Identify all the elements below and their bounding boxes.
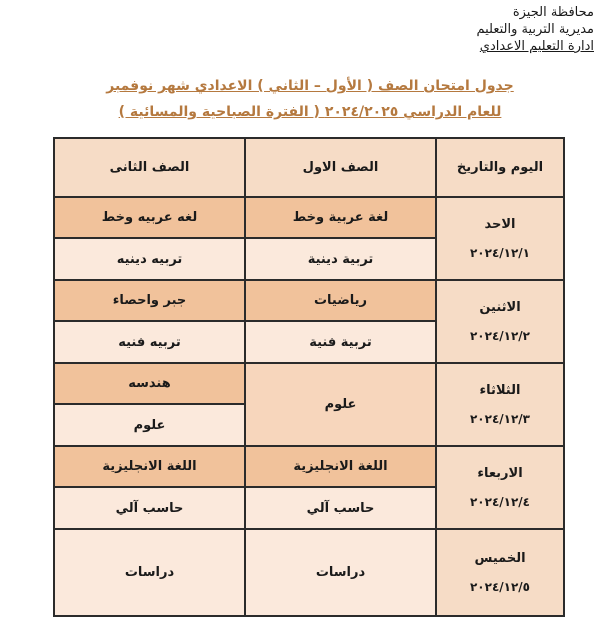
- day-date: ٢٠٢٤/١٢/٣: [469, 411, 531, 426]
- subject-cell: هندسه: [54, 363, 245, 405]
- day-cell: [436, 446, 564, 529]
- subject-cell: جبر واحصاء: [54, 280, 245, 322]
- administration-name: ادارة التعليم الاعدادي: [479, 39, 594, 54]
- subject-cell: اللغة الانجليزية: [54, 446, 245, 488]
- day-cell: [436, 363, 564, 446]
- subject-cell: لغه عربيه وخط: [54, 197, 245, 239]
- day-name: الاربعاء: [477, 465, 523, 481]
- subject-cell: علوم: [54, 404, 245, 446]
- day-name: الثلاثاء: [479, 382, 521, 398]
- subject-cell: اللغة الانجليزية: [245, 446, 436, 488]
- subject-cell: رياضيات: [245, 280, 436, 322]
- header-day-date: اليوم والتاريخ: [436, 138, 564, 197]
- subject-cell: دراسات: [54, 529, 245, 616]
- subject-cell: تربيه دينيه: [54, 238, 245, 280]
- exam-schedule-table: [53, 137, 565, 617]
- subject-cell: تربية فنية: [245, 321, 436, 363]
- schedule-subtitle: للعام الدراسي ٢٠٢٤/٢٠٢٥ ( الفترة الصباحية والمسائية ): [118, 104, 502, 120]
- day-name: الاثنين: [479, 299, 521, 315]
- header-grade1: الصف الاول: [245, 138, 436, 197]
- day-date: ٢٠٢٤/١٢/٢: [469, 328, 531, 343]
- day-date: ٢٠٢٤/١٢/٤: [469, 494, 531, 509]
- subject-cell: حاسب آلي: [245, 487, 436, 529]
- day-cell: [436, 197, 564, 280]
- table-row: [54, 280, 564, 322]
- day-name: الاحد: [484, 216, 516, 232]
- day-date: ٢٠٢٤/١٢/٥: [469, 579, 531, 594]
- day-cell: [436, 280, 564, 363]
- subject-cell: تربيه فنيه: [54, 321, 245, 363]
- table-row: [54, 363, 564, 405]
- table-header-row: [54, 138, 564, 197]
- schedule-title: جدول امتحان الصف ( الأول – الثاني ) الاعدادي شهر نوفمبر: [106, 78, 514, 94]
- day-cell: [436, 529, 564, 616]
- table-row: [54, 446, 564, 488]
- subject-cell: لغة عربية وخط: [245, 197, 436, 239]
- subject-cell: علوم: [245, 363, 436, 446]
- subject-cell: تربية دينية: [245, 238, 436, 280]
- table-row: [54, 529, 564, 616]
- header-grade2: الصف الثانى: [54, 138, 245, 197]
- directorate-name: مديرية التربية والتعليم: [476, 22, 594, 37]
- governorate-name: محافظة الجيزة: [512, 5, 594, 20]
- directorate-header: [476, 4, 594, 55]
- table-row: [54, 197, 564, 239]
- subject-cell: دراسات: [245, 529, 436, 616]
- day-date: ٢٠٢٤/١٢/١: [469, 245, 531, 260]
- day-name: الخميس: [474, 550, 526, 566]
- subject-cell: حاسب آلي: [54, 487, 245, 529]
